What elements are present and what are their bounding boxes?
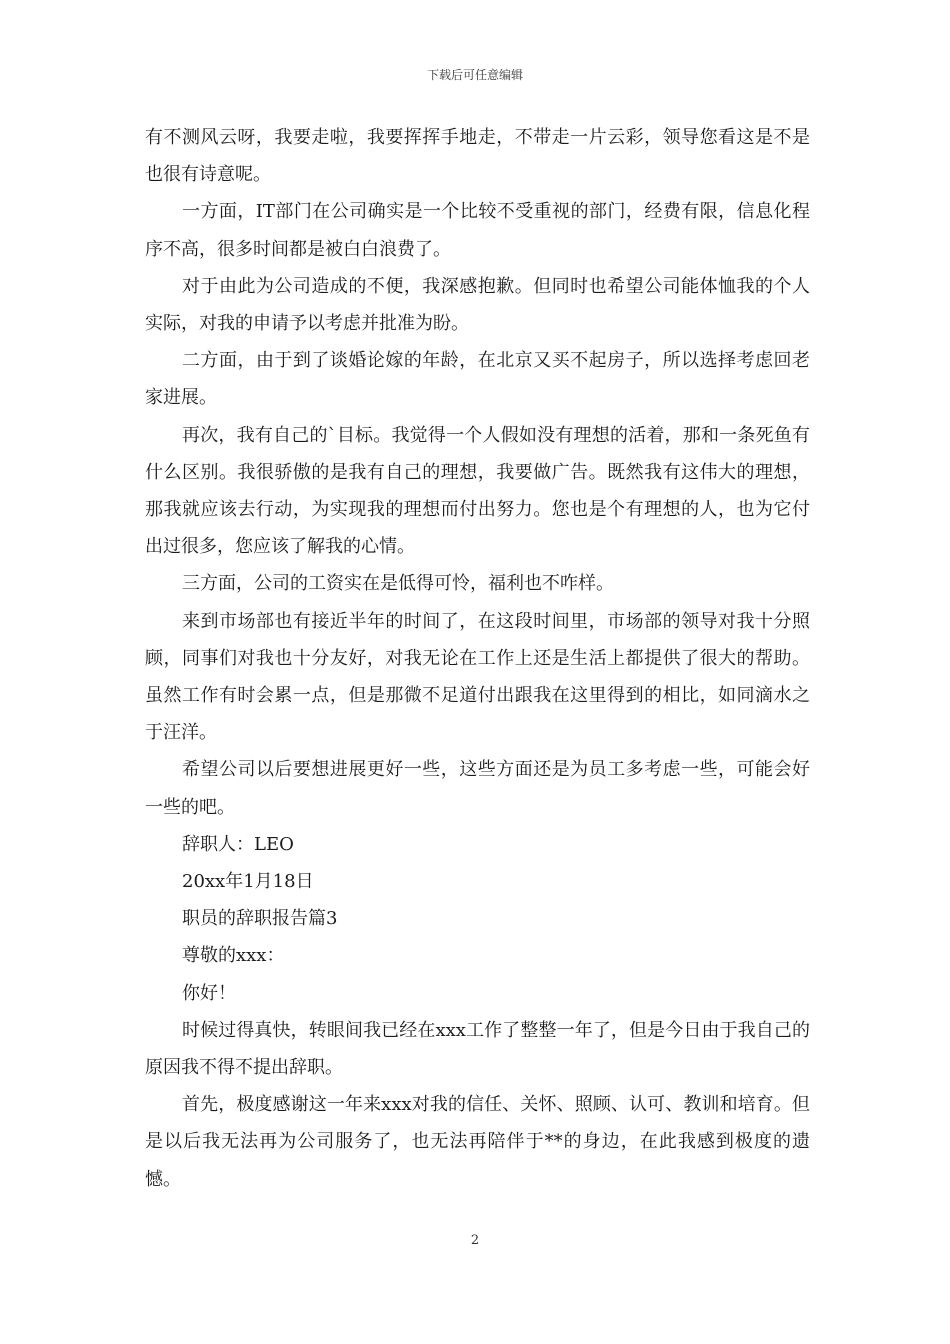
paragraph: 再次，我有自己的`目标。我觉得一个人假如没有理想的活着，那和一条死鱼有什么区别。我很骄傲的是我有自己的理想，我要做广告。既然我有这伟大的理想，那我就应该去行动，为实现我的理想而付出努力。您也是个有理想的人，也为它付出过很多，您应该了解我的心情。	[145, 424, 810, 558]
paragraph: 对于由此为公司造成的不便，我深感抱歉。但同时也希望公司能体恤我的个人实际，对我的申请予以考虑并批准为盼。	[145, 275, 810, 335]
date-line: 20xx年1月18日	[182, 871, 314, 893]
paragraph: 来到市场部也有接近半年的时间了，在这段时间里，市场部的领导对我十分照顾，同事们对我也十分友好，对我无论在工作上还是生活上都提供了很大的帮助。虽然工作有时会累一点，但是那微不足道付出跟我在这里得到的相比，如同滴水之于汪洋。	[145, 610, 810, 744]
paragraph: 一方面，IT部门在公司确实是一个比较不受重视的部门，经费有限，信息化程序不高，很多时间都是被白白浪费了。	[145, 201, 810, 260]
page-header: 下载后可任意编辑	[426, 68, 523, 82]
paragraph: 希望公司以后要想进展更好一些，这些方面还是为员工多考虑一些，可能会好一些的吧。	[145, 759, 810, 818]
paragraph: 首先，极度感谢这一年来xxx对我的信任、关怀、照顾、认可、教训和培育。但是以后我无法再为公司服务了，也无法再陪伴于**的身边，在此我感到极度的遗憾。	[145, 1094, 810, 1190]
document-body	[145, 119, 810, 1198]
paragraph-continuation: 有不测风云呀，我要走啦，我要挥挥手地走，不带走一片云彩，领导您看这是不是也很有诗意呢。	[145, 127, 810, 186]
signature-line: 辞职人：LEO	[182, 833, 294, 855]
greeting: 你好！	[182, 982, 236, 1004]
paragraph: 三方面，公司的工资实在是低得可怜，福利也不咋样。	[182, 573, 614, 595]
page-number: 2	[470, 1233, 480, 1248]
paragraph: 时候过得真快，转眼间我已经在xxx工作了整整一年了，但是今日由于我自己的原因我不得不提出辞职。	[145, 1019, 810, 1079]
section-title: 职员的辞职报告篇3	[182, 908, 338, 930]
paragraph: 二方面，由于到了谈婚论嫁的年龄，在北京又买不起房子，所以选择考虑回老家进展。	[145, 350, 810, 409]
salutation: 尊敬的xxx：	[182, 945, 285, 967]
